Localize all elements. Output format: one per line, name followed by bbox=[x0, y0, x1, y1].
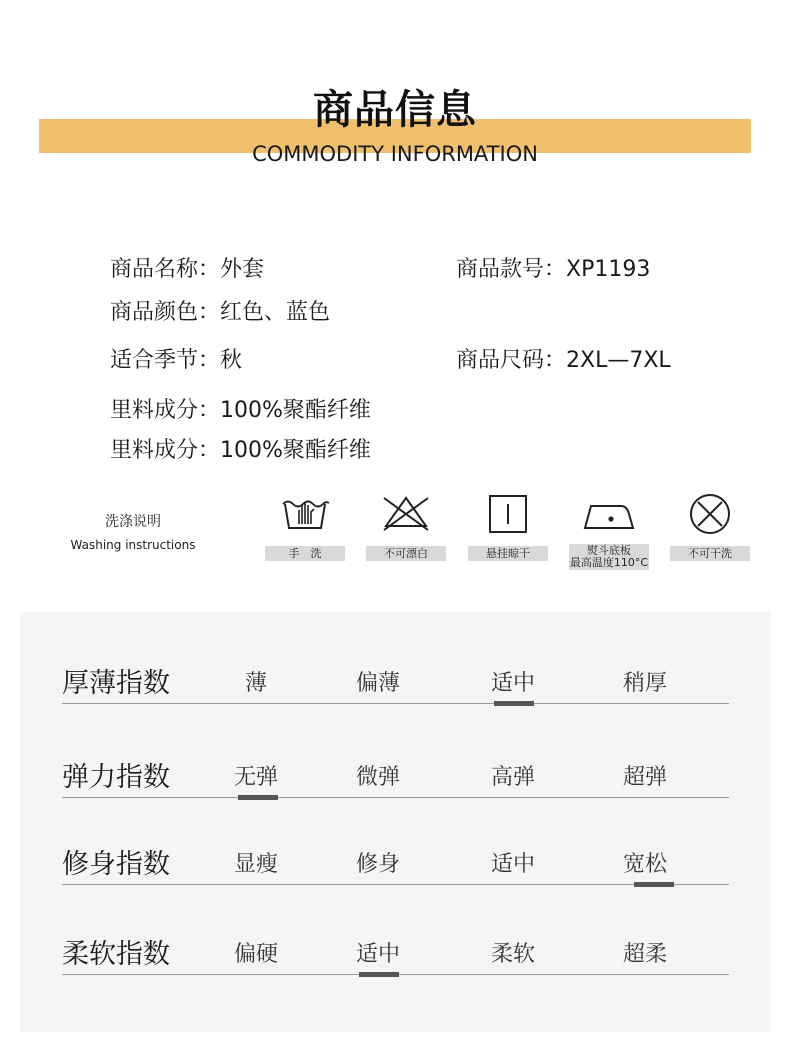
index-option: 稍厚 bbox=[622, 671, 667, 696]
index-option-selected: 宽松 bbox=[622, 852, 667, 877]
washing-title: 洗涤说明 bbox=[105, 514, 161, 530]
product-color: 商品颜色：红色、蓝色 bbox=[110, 300, 331, 325]
wash-item-iron bbox=[569, 490, 649, 569]
index-label-thickness: 厚薄指数 bbox=[62, 668, 170, 699]
page-subtitle: COMMODITY INFORMATION bbox=[252, 142, 538, 166]
index-option: 偏薄 bbox=[355, 671, 400, 696]
page-title: 商品信息 bbox=[313, 87, 477, 133]
product-model: 商品款号：XP1193 bbox=[456, 257, 651, 282]
wash-label-hang-dry: 悬挂晾干 bbox=[468, 546, 548, 561]
index-option: 显瘦 bbox=[233, 852, 278, 877]
wash-item-no-bleach bbox=[366, 490, 446, 560]
wash-label-hand-wash: 手 洗 bbox=[265, 546, 345, 561]
index-option-selected: 适中 bbox=[355, 942, 400, 967]
wash-label-no-dry-clean: 不可干洗 bbox=[670, 546, 750, 561]
index-label-elasticity: 弹力指数 bbox=[62, 762, 170, 793]
washing-subtitle: Washing instructions bbox=[70, 538, 196, 552]
product-season: 适合季节：秋 bbox=[110, 348, 243, 373]
wash-item-hang-dry bbox=[468, 490, 548, 560]
wash-item-hand-wash bbox=[265, 490, 345, 560]
no-machine-wash-icon bbox=[682, 490, 738, 534]
wash-label-iron-line2: 最高温度110°C bbox=[569, 556, 649, 569]
product-size: 商品尺码：2XL—7XL bbox=[456, 348, 671, 373]
index-option: 适中 bbox=[490, 852, 535, 877]
index-option: 修身 bbox=[355, 852, 400, 877]
wash-label-iron bbox=[569, 544, 649, 570]
hang-dry-icon bbox=[480, 490, 536, 534]
index-line bbox=[62, 703, 729, 704]
product-lining-1: 里料成分：100%聚酯纤维 bbox=[110, 398, 371, 423]
index-option: 高弹 bbox=[490, 765, 535, 790]
index-option: 偏硬 bbox=[233, 942, 278, 967]
index-marker bbox=[494, 701, 534, 706]
index-marker bbox=[238, 795, 278, 800]
index-option: 薄 bbox=[244, 671, 267, 696]
product-name: 商品名称：外套 bbox=[110, 257, 265, 282]
wash-label-no-bleach: 不可漂白 bbox=[366, 546, 446, 561]
product-lining-2: 里料成分：100%聚酯纤维 bbox=[110, 438, 371, 463]
index-label-softness: 柔软指数 bbox=[62, 939, 170, 970]
iron-icon bbox=[581, 490, 637, 534]
wash-item-no-dry-clean bbox=[670, 490, 750, 560]
wash-label-iron-line1: 熨斗底板 bbox=[587, 544, 631, 557]
index-option-selected: 适中 bbox=[490, 671, 535, 696]
index-marker bbox=[359, 972, 399, 977]
index-line bbox=[62, 884, 729, 885]
index-marker bbox=[634, 882, 674, 887]
index-option: 超弹 bbox=[622, 765, 667, 790]
index-option: 微弹 bbox=[355, 765, 400, 790]
index-option: 超柔 bbox=[622, 942, 667, 967]
index-option: 柔软 bbox=[490, 942, 535, 967]
index-option-selected: 无弹 bbox=[233, 765, 278, 790]
index-label-fit: 修身指数 bbox=[62, 849, 170, 880]
hand-wash-icon bbox=[277, 490, 333, 534]
no-bleach-icon bbox=[378, 490, 434, 534]
index-line bbox=[62, 797, 729, 798]
